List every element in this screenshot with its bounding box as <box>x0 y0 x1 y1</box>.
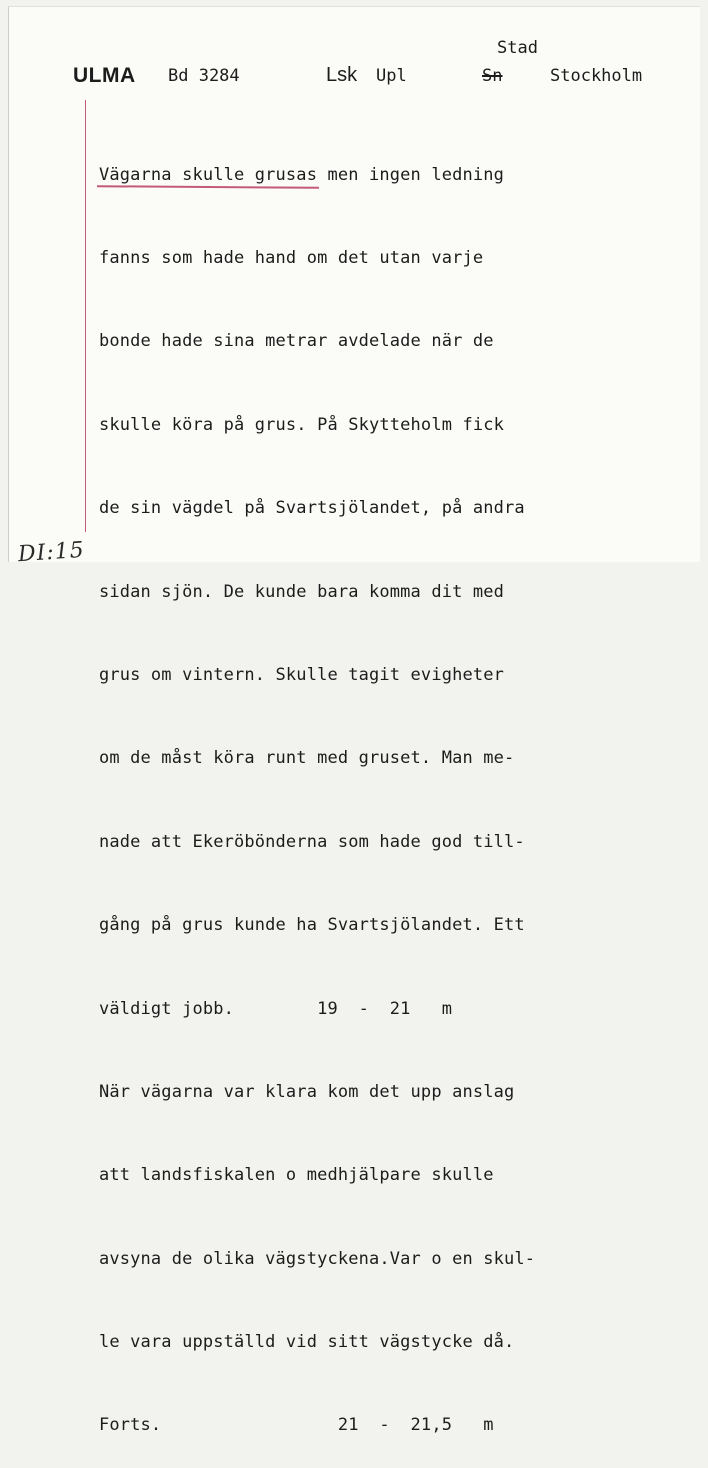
province: Upl <box>376 66 407 86</box>
text-line: När vägarna var klara kom det upp anslag <box>99 1081 515 1102</box>
text-line: bonde hade sina metrar avdelade när de <box>99 331 494 352</box>
archive-name: ULMA <box>73 64 136 87</box>
text-line: gång på grus kunde ha Svartsjölandet. Ett <box>99 915 525 936</box>
margin-rule <box>85 100 86 532</box>
text-line: om de måst köra runt med gruset. Man me- <box>99 748 515 769</box>
place-name: Stockholm <box>550 66 643 86</box>
parish-label: Lsk <box>326 64 358 86</box>
text-line <box>99 162 535 190</box>
text-line: grus om vintern. Skulle tagit evigheter <box>99 664 505 685</box>
card-text <box>99 106 535 1468</box>
text-line: le vara uppställd vid sitt vägstycke då. <box>99 1332 515 1353</box>
text-line: skulle köra på grus. På Skytteholm fick <box>99 414 505 435</box>
text-line: sidan sjön. De kunde bara komma dit med <box>99 581 505 602</box>
text-line: fanns som hade hand om det utan varje <box>99 247 484 268</box>
struck-place-type: Sn <box>482 66 503 86</box>
text-line: väldigt jobb. 19 - 21 m <box>99 998 453 1019</box>
text-line: Forts. 21 - 21,5 m <box>99 1415 494 1436</box>
handwritten-note: DI:15 <box>17 537 86 568</box>
text-line: nade att Ekeröbönderna som hade god till- <box>99 831 525 852</box>
text-line: avsyna de olika vägstyckena.Var o en skul- <box>99 1248 536 1269</box>
text-line-rest: men ingen ledning <box>317 164 505 185</box>
place-type-correction: Stad <box>497 38 538 58</box>
text-line: att landsfiskalen o medhjälpare skulle <box>99 1165 494 1186</box>
underlined-heading: Vägarna skulle grusas <box>99 164 318 185</box>
reference-number: Bd 3284 <box>168 66 240 86</box>
text-line: de sin vägdel på Svartsjölandet, på andra <box>99 498 525 519</box>
